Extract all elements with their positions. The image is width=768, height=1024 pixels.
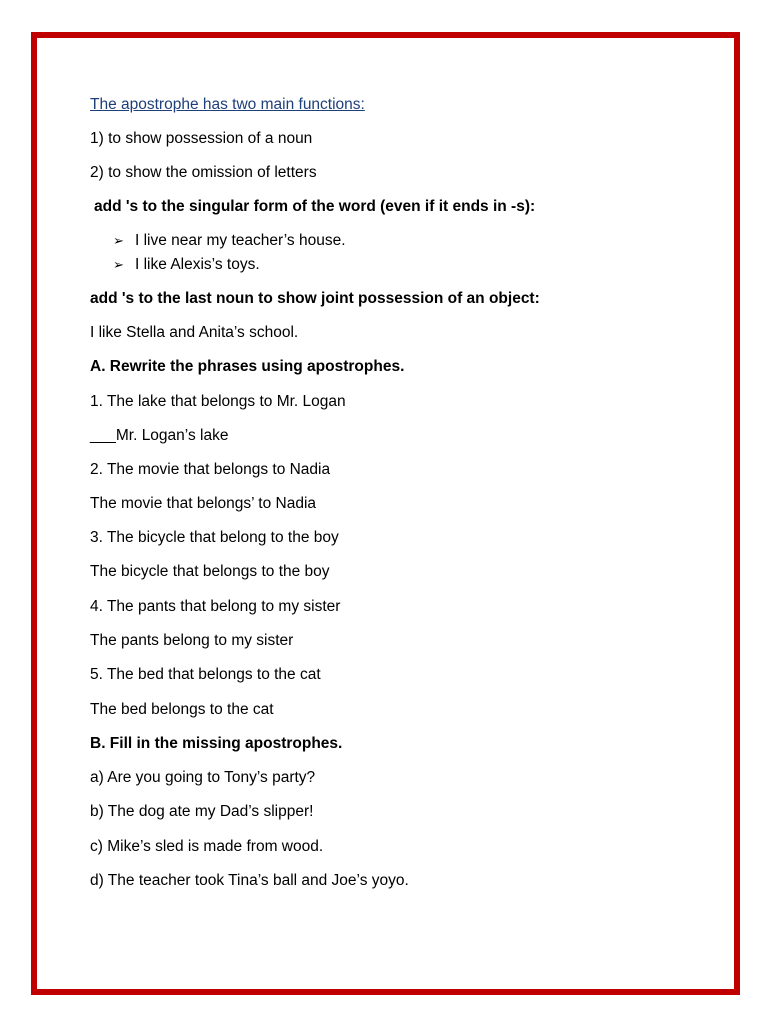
section-a-question: 3. The bicycle that belong to the boy bbox=[90, 529, 339, 546]
function-1: 1) to show possession of a noun bbox=[90, 130, 313, 147]
rule-joint: add 's to the last noun to show joint possession of an object: bbox=[90, 290, 540, 307]
section-a-answer: The bicycle that belongs to the boy bbox=[90, 563, 330, 580]
arrow-bullet-icon: ➢ bbox=[113, 257, 124, 272]
rule-singular: add 's to the singular form of the word (even if it ends in -s): bbox=[94, 198, 536, 215]
section-a-answer: The pants belong to my sister bbox=[90, 632, 294, 649]
bullet-item: I like Alexis’s toys. bbox=[135, 256, 260, 273]
section-b-heading: B. Fill in the missing apostrophes. bbox=[90, 735, 343, 752]
bullet-item: I live near my teacher’s house. bbox=[135, 232, 346, 249]
section-b-item: a) Are you going to Tony’s party? bbox=[90, 769, 316, 786]
section-a-answer: The bed belongs to the cat bbox=[90, 701, 274, 718]
section-a-question: 5. The bed that belongs to the cat bbox=[90, 666, 321, 683]
section-b-item: d) The teacher took Tina’s ball and Joe’s yoyo. bbox=[90, 872, 409, 889]
section-b-item: c) Mike’s sled is made from wood. bbox=[90, 838, 324, 855]
section-a-answer: The movie that belongs’ to Nadia bbox=[90, 495, 317, 512]
document-title: The apostrophe has two main functions: bbox=[90, 96, 365, 113]
section-a-question: 2. The movie that belongs to Nadia bbox=[90, 461, 331, 478]
section-a-answer: ___Mr. Logan’s lake bbox=[90, 427, 229, 444]
function-2: 2) to show the omission of letters bbox=[90, 164, 317, 181]
section-a-heading: A. Rewrite the phrases using apostrophes. bbox=[90, 358, 405, 375]
joint-example: I like Stella and Anita’s school. bbox=[90, 324, 299, 341]
section-b-item: b) The dog ate my Dad’s slipper! bbox=[90, 803, 314, 820]
arrow-bullet-icon: ➢ bbox=[113, 233, 124, 248]
section-a-question: 4. The pants that belong to my sister bbox=[90, 598, 341, 615]
section-a-question: 1. The lake that belongs to Mr. Logan bbox=[90, 393, 346, 410]
